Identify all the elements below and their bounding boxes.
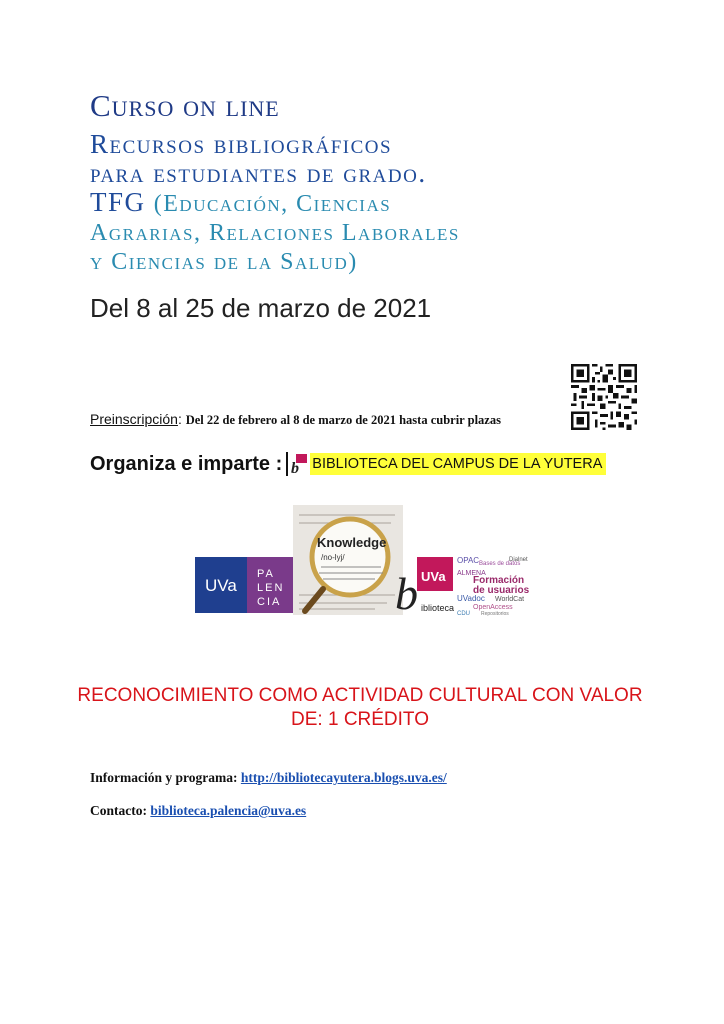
b-letter: b xyxy=(395,568,418,617)
svg-text:b: b xyxy=(291,460,300,475)
organiza-label: Organiza e imparte : xyxy=(90,452,283,475)
cloud-word-0: OPAC xyxy=(457,556,480,565)
info-line xyxy=(90,770,447,786)
reconocimiento-line-2: DE: 1 CRÉDITO xyxy=(291,709,429,730)
subtitle-line-1: Recursos bibliográficos xyxy=(90,129,393,159)
subtitle-line-2: para estudiantes de grado. xyxy=(90,158,427,188)
subtitle-tfg: TFG xyxy=(90,187,146,217)
reconocimiento-notice xyxy=(60,684,660,732)
knowledge-magnifier-image xyxy=(293,505,403,615)
cloud-word-3: ALMENA xyxy=(457,570,486,577)
biblioteca-uva-logo xyxy=(395,557,454,617)
info-label: Información y programa: xyxy=(90,770,241,785)
preinscripcion-line xyxy=(90,411,501,428)
preinscripcion-colon: : xyxy=(177,411,182,427)
biblioteca-label: iblioteca xyxy=(421,603,455,613)
course-title: Curso on line xyxy=(90,88,280,123)
contact-label: Contacto: xyxy=(90,803,151,818)
cloud-word-6: UVadoc xyxy=(457,594,485,603)
knowledge-phon: /no-lyj/ xyxy=(321,553,345,562)
cloud-word-9: CDU xyxy=(457,611,470,617)
cloud-word-8: OpenAccess xyxy=(473,604,513,611)
word-cloud xyxy=(457,556,530,617)
contact-email-link[interactable]: biblioteca.palencia@uva.es xyxy=(150,803,307,818)
subtitle-line-3 xyxy=(90,188,460,219)
cloud-word-2: Dialnet xyxy=(509,557,528,563)
organiza-line xyxy=(90,452,606,476)
cloud-word-4: Formación xyxy=(473,575,525,586)
organiza-biblioteca-highlight: BIBLIOTECA DEL CAMPUS DE LA YUTERA xyxy=(310,453,606,475)
cloud-word-5: de usuarios xyxy=(473,585,530,596)
uva-label: UVa xyxy=(205,576,237,595)
subtitle-paren-first: (Educación, Ciencias xyxy=(153,191,392,217)
organiza-divider xyxy=(286,452,288,476)
cloud-word-7: WorldCat xyxy=(495,596,525,603)
qr-code-icon[interactable] xyxy=(571,364,637,430)
preinscripcion-label: Preinscripción xyxy=(90,411,178,427)
logos-banner xyxy=(195,505,531,617)
uva-label-2: UVa xyxy=(421,569,446,584)
subtitle-paren-line-1: Agrarias, Relaciones Laborales xyxy=(90,220,460,246)
subtitle-paren-line-2: y Ciencias de la Salud) xyxy=(90,249,358,275)
cloud-word-1: Bases de datos xyxy=(479,561,521,567)
reconocimiento-line-1: RECONOCIMIENTO COMO ACTIVIDAD CULTURAL CON VALOR xyxy=(77,685,643,706)
knowledge-word: Knowledge xyxy=(317,535,387,550)
preinscripcion-detail: Del 22 de febrero al 8 de marzo de 2021 hasta cubrir plazas xyxy=(185,413,501,427)
course-subtitle xyxy=(90,130,460,277)
program-link[interactable]: http://bibliotecayutera.blogs.uva.es/ xyxy=(240,770,447,785)
palencia-line-1: PA xyxy=(257,568,275,580)
cloud-word-10: Repositorios xyxy=(481,611,509,617)
biblioteca-logo-icon xyxy=(290,453,308,475)
contact-line xyxy=(90,803,306,819)
uva-palencia-logo xyxy=(195,557,293,613)
palencia-line-2: LEN xyxy=(257,582,285,594)
course-dates: Del 8 al 25 de marzo de 2021 xyxy=(90,293,432,323)
palencia-line-3: CIA xyxy=(257,596,282,608)
